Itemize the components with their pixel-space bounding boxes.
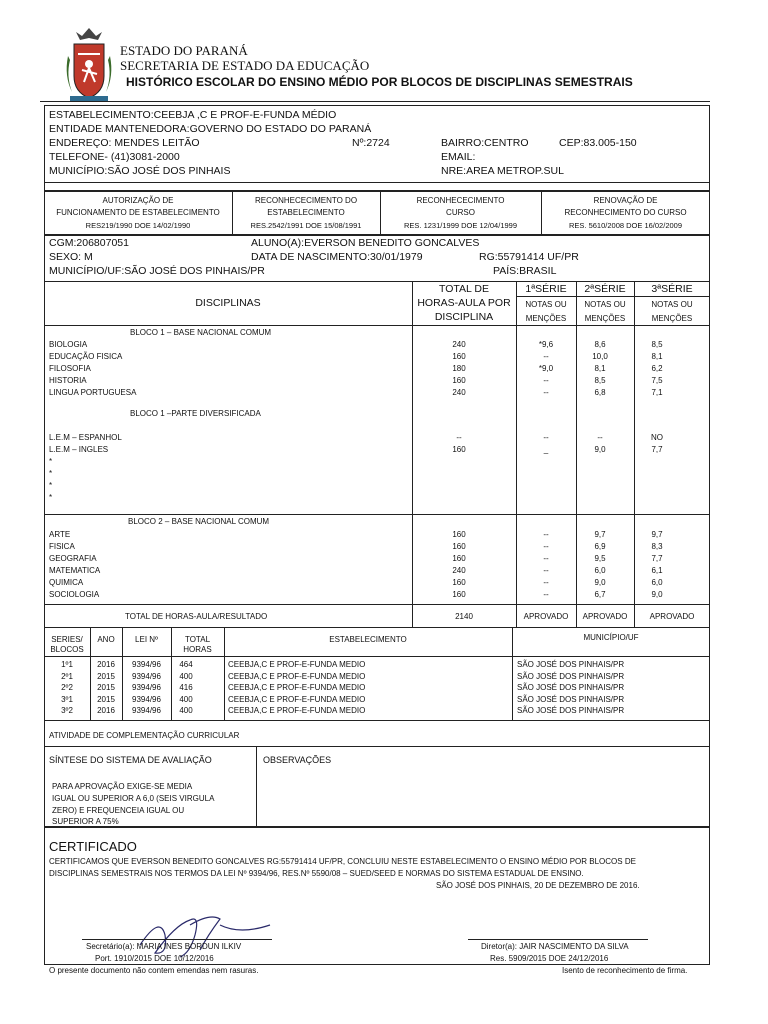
grade-series-1: --	[543, 433, 549, 442]
auth-4-title1: RENOVAÇÃO DE	[593, 196, 658, 205]
grade-series-1: *9,0	[538, 364, 554, 373]
discipline-name: *	[49, 481, 53, 490]
grade-series-1: --	[543, 530, 549, 539]
discipline-hours: 160	[452, 590, 466, 599]
student-sex: SEXO: M	[49, 251, 93, 263]
hist-city: SÃO JOSÉ DOS PINHAIS/PR	[517, 706, 625, 715]
discipline-hours: --	[456, 433, 462, 442]
student-city: MUNICÍPIO/UF:SÃO JOSÉ DOS PINHAIS/PR	[49, 265, 265, 277]
hist-city: SÃO JOSÉ DOS PINHAIS/PR	[517, 694, 625, 704]
student-cgm: CGM:206807051	[49, 237, 129, 249]
discipline-name: SOCIOLOGIA	[49, 590, 100, 599]
director-name: Diretor(a): JAIR NASCIMENTO DA SILVA	[481, 942, 629, 951]
certificate-line-1: CERTIFICAMOS QUE EVERSON BENEDITO GONCALVES RG:55791414 UF/PR, CONCLUIU NESTE ESTABELECIMENTO O ENSINO MÉDIO POR BLOCOS DE	[49, 857, 636, 866]
auth-3-title1: RECONHECECIMENTO	[416, 196, 505, 205]
grade-series-1: --	[543, 376, 549, 385]
grade-series-2: 6,7	[594, 590, 606, 599]
auth-2-value: RES.2542/1991 DOE 15/08/1991	[250, 221, 362, 230]
discipline-hours: 240	[452, 388, 466, 397]
hist-serie: 3º1	[61, 694, 73, 704]
grade-series-2: 9,0	[594, 578, 606, 587]
address-number: Nº:2724	[352, 137, 390, 149]
grade-series-2: 9,5	[594, 554, 606, 563]
establishment: ESTABELECIMENTO:CEEBJA ,C E PROF-E-FUNDA MÉDIO	[49, 109, 337, 121]
auth-3-title2: CURSO	[446, 208, 475, 217]
hist-header-series-1: SERIES/	[51, 635, 83, 644]
discipline-name: *	[49, 493, 53, 502]
coat-of-arms-icon	[62, 26, 116, 106]
hist-city: SÃO JOSÉ DOS PINHAIS/PR	[517, 683, 625, 692]
result-1: APROVADO	[523, 612, 569, 621]
hist-establishment: CEEBJA,C E PROF-E-FUNDA MEDIO	[228, 660, 366, 669]
grade-series-1: --	[543, 566, 549, 575]
notes-label-1a: NOTAS OU	[525, 300, 567, 309]
discipline-hours: 160	[452, 352, 466, 361]
hist-header-law: LEI Nº	[135, 635, 158, 644]
discipline-name: LINGUA PORTUGUESA	[49, 388, 137, 397]
auth-4-title2: RECONHECIMENTO DO CURSO	[564, 208, 687, 217]
discipline-name: FILOSOFIA	[49, 364, 91, 373]
discipline-hours: 160	[452, 376, 466, 385]
total-hours: 2140	[455, 612, 473, 621]
grade-series-3: NO	[651, 433, 663, 442]
notes-label-2a: NOTAS OU	[584, 300, 626, 309]
total-hours-header-3: DISCIPLINA	[434, 311, 494, 323]
state-title: ESTADO DO PARANÁ	[120, 43, 248, 58]
discipline-name: EDUCAÇÃO FISICA	[49, 352, 123, 361]
hist-header-year: ANO	[97, 635, 115, 644]
observations-title: OBSERVAÇÕES	[263, 755, 332, 765]
discipline-hours: 180	[452, 364, 466, 373]
discipline-name: L.E.M – ESPANHOL	[49, 433, 122, 442]
grade-series-1: --	[543, 578, 549, 587]
grade-series-2: 8,1	[594, 364, 606, 373]
discipline-hours: 240	[452, 566, 466, 575]
grade-series-3: 7,7	[651, 445, 663, 454]
total-hours-header-1: TOTAL DE	[439, 283, 489, 295]
grade-series-2: 8,6	[594, 340, 606, 349]
hist-serie: 2º1	[61, 671, 73, 681]
auth-1-title2: FUNCIONAMENTO DE ESTABELECIMENTO	[56, 208, 220, 217]
discipline-hours: 160	[452, 445, 466, 454]
email: EMAIL:	[441, 151, 476, 163]
block-title: BLOCO 2 – BASE NACIONAL COMUM	[128, 517, 270, 526]
hist-year: 2016	[97, 660, 115, 669]
evaluation-line: ZERO) E FREQUENCEIA IGUAL OU	[52, 806, 185, 815]
hist-header-hours-1: TOTAL	[184, 635, 211, 644]
block-title: BLOCO 1 –PARTE DIVERSIFICADA	[130, 409, 261, 418]
notes-label-1b: MENÇÕES	[525, 314, 567, 323]
grade-series-2: 10,0	[592, 352, 608, 361]
hist-establishment: CEEBJA,C E PROF-E-FUNDA MEDIO	[228, 683, 366, 692]
auth-2-title1: RECONHECECIMENTO DO	[254, 196, 358, 205]
secretary-name: Secretário(a): MARIA INES BORDUN ILKIV	[86, 942, 242, 951]
discipline-hours: 160	[452, 530, 466, 539]
series-1-header: 1ªSÉRIE	[525, 283, 567, 295]
hist-serie: 1º1	[61, 660, 73, 669]
auth-1-title1: AUTORIZAÇÃO DE	[102, 196, 174, 205]
grade-series-3: 9,0	[651, 590, 663, 599]
notes-label-3b: MENÇÕES	[651, 314, 693, 323]
discipline-hours: 160	[452, 578, 466, 587]
evaluation-line: IGUAL OU SUPERIOR A 6,0 (SEIS VIRGULA	[52, 794, 215, 803]
series-3-header: 3ªSÉRIE	[651, 283, 693, 295]
notes-label-3a: NOTAS OU	[651, 300, 693, 309]
discipline-name: FISICA	[49, 542, 75, 551]
phone: TELEFONE- (41)3081-2000	[49, 151, 180, 163]
certificate-title: CERTIFICADO	[49, 839, 137, 854]
grade-series-2: 9,7	[594, 530, 606, 539]
grade-series-3: 7,7	[651, 554, 663, 563]
discipline-name: L.E.M – INGLES	[49, 445, 109, 454]
discipline-hours: 160	[452, 542, 466, 551]
evaluation-line: SUPERIOR A 75%	[52, 817, 119, 826]
hist-serie: 2º2	[61, 683, 73, 692]
hist-year: 2015	[97, 694, 115, 704]
hist-serie: 3º2	[61, 706, 73, 715]
grade-series-3: 8,5	[651, 340, 663, 349]
grade-series-2: 9,0	[594, 445, 606, 454]
hist-city: SÃO JOSÉ DOS PINHAIS/PR	[517, 660, 625, 669]
grade-series-2: 6,9	[594, 542, 606, 551]
grade-series-3: 7,5	[651, 376, 663, 385]
hist-header-hours-2: HORAS	[183, 645, 212, 654]
hist-header-city: MUNICÍPIO/UF	[583, 633, 639, 642]
hist-law: 9394/96	[132, 660, 161, 669]
grade-series-3: 8,3	[651, 542, 663, 551]
hist-hours: 416	[179, 683, 193, 692]
grade-series-1: --	[543, 542, 549, 551]
grade-series-3: 7,1	[651, 388, 663, 397]
disciplines-header: DISCIPLINAS	[195, 297, 261, 309]
hist-hours: 400	[179, 694, 193, 704]
hist-year: 2016	[97, 706, 115, 715]
grade-series-1: --	[543, 554, 549, 563]
maintainer-entity: ENTIDADE MANTENEDORA:GOVERNO DO ESTADO DO PARANÁ	[49, 123, 372, 135]
hist-law: 9394/96	[132, 671, 161, 681]
secretariat-title: SECRETARIA DE ESTADO DA EDUCAÇÃO	[120, 58, 370, 73]
hist-city: SÃO JOSÉ DOS PINHAIS/PR	[517, 671, 625, 681]
discipline-name: BIOLOGIA	[49, 340, 88, 349]
grade-series-2: 8,5	[594, 376, 606, 385]
certificate-place-date: SÃO JOSÉ DOS PINHAIS, 20 DE DEZEMBRO DE 2016.	[436, 881, 640, 890]
certificate-line-2: DISCIPLINAS SEMESTRAIS NOS TERMOS DA LEI Nº 9394/96, RES.Nº 5590/08 – SUED/SEED E NORMAS DO SISTEMA ESTADUAL DE ENSINO.	[49, 869, 584, 878]
hist-header-series-2: BLOCOS	[50, 645, 84, 654]
hist-hours: 400	[179, 706, 193, 715]
nre: NRE:AREA METROP.SUL	[441, 165, 564, 177]
total-hours-header-2: HORAS-AULA POR	[417, 297, 511, 309]
hist-establishment: CEEBJA,C E PROF-E-FUNDA MEDIO	[228, 694, 366, 704]
discipline-hours: 240	[452, 340, 466, 349]
result-3: APROVADO	[649, 612, 695, 621]
grade-series-2: 6,0	[594, 566, 606, 575]
grade-series-1: --	[543, 388, 549, 397]
discipline-name: GEOGRAFIA	[49, 554, 97, 563]
grade-series-3: 6,0	[651, 578, 663, 587]
hist-year: 2015	[97, 671, 115, 681]
complement-label: ATIVIDADE DE COMPLEMENTAÇÃO CURRICULAR	[49, 731, 240, 740]
secretary-port: Port. 1910/2015 DOE 10/12/2016	[95, 954, 214, 963]
auth-3-value: RES. 1231/1999 DOE 12/04/1999	[404, 221, 517, 230]
grade-series-3: 6,2	[651, 364, 663, 373]
hist-establishment: CEEBJA,C E PROF-E-FUNDA MEDIO	[228, 671, 366, 681]
grade-series-1: --	[543, 590, 549, 599]
hist-header-establishment: ESTABELECIMENTO	[329, 635, 407, 644]
city: MUNICÍPIO:SÃO JOSÉ DOS PINHAIS	[49, 165, 231, 177]
grade-series-2: 6,8	[594, 388, 606, 397]
total-label: TOTAL DE HORAS-AULA/RESULTADO	[125, 612, 268, 621]
document-title: HISTÓRICO ESCOLAR DO ENSINO MÉDIO POR BLOCOS DE DISCIPLINAS SEMESTRAIS	[126, 75, 633, 89]
student-birth: DATA DE NASCIMENTO:30/01/1979	[251, 251, 423, 263]
discipline-name: *	[49, 469, 53, 478]
auth-1-value: RES219/1990 DOE 14/02/1990	[85, 221, 191, 230]
discipline-name: MATEMATICA	[49, 566, 101, 575]
student-name: ALUNO(A):EVERSON BENEDITO GONCALVES	[251, 237, 480, 249]
grade-series-1: --	[543, 352, 549, 361]
discipline-name: ARTE	[49, 530, 71, 539]
block-title: BLOCO 1 – BASE NACIONAL COMUM	[130, 328, 272, 337]
discipline-name: QUIMICA	[49, 578, 84, 587]
hist-establishment: CEEBJA,C E PROF-E-FUNDA MEDIO	[228, 706, 366, 715]
footer-left: O presente documento não contem emendas nem rasuras.	[49, 966, 259, 975]
hist-law: 9394/96	[132, 706, 161, 715]
auth-4-value: RES. 5610/2008 DOE 16/02/2009	[569, 221, 682, 230]
cep: CEP:83.005-150	[559, 137, 637, 149]
grade-series-1: *9,6	[538, 340, 554, 349]
grade-series-3: 6,1	[651, 566, 663, 575]
result-2: APROVADO	[582, 612, 628, 621]
student-country: PAÍS:BRASIL	[493, 265, 557, 277]
hist-hours: 400	[179, 671, 193, 681]
discipline-hours: 160	[452, 554, 466, 563]
hist-law: 9394/96	[132, 683, 161, 692]
district: BAIRRO:CENTRO	[441, 137, 529, 149]
address: ENDEREÇO: MENDES LEITÃO	[49, 137, 200, 149]
notes-label-2b: MENÇÕES	[584, 314, 626, 323]
evaluation-title: SÍNTESE DO SISTEMA DE AVALIAÇÃO	[49, 755, 212, 765]
evaluation-line: PARA APROVAÇÃO EXIGE-SE MEDIA	[52, 782, 193, 791]
discipline-name: *	[49, 457, 53, 466]
hist-year: 2015	[97, 683, 115, 692]
grade-series-3: 8,1	[651, 352, 663, 361]
director-res: Res. 5909/2015 DOE 24/12/2016	[490, 954, 609, 963]
series-2-header: 2ªSÉRIE	[584, 283, 626, 295]
grade-series-1: _	[543, 445, 549, 454]
grade-series-3: 9,7	[651, 530, 663, 539]
hist-law: 9394/96	[132, 694, 161, 704]
discipline-name: HISTORIA	[49, 376, 87, 385]
grade-series-2: --	[597, 433, 603, 442]
footer-right: Isento de reconhecimento de firma.	[562, 966, 688, 975]
hist-hours: 464	[179, 660, 193, 669]
student-rg: RG:55791414 UF/PR	[479, 251, 579, 263]
auth-2-title2: ESTABELECIMENTO	[267, 208, 345, 217]
